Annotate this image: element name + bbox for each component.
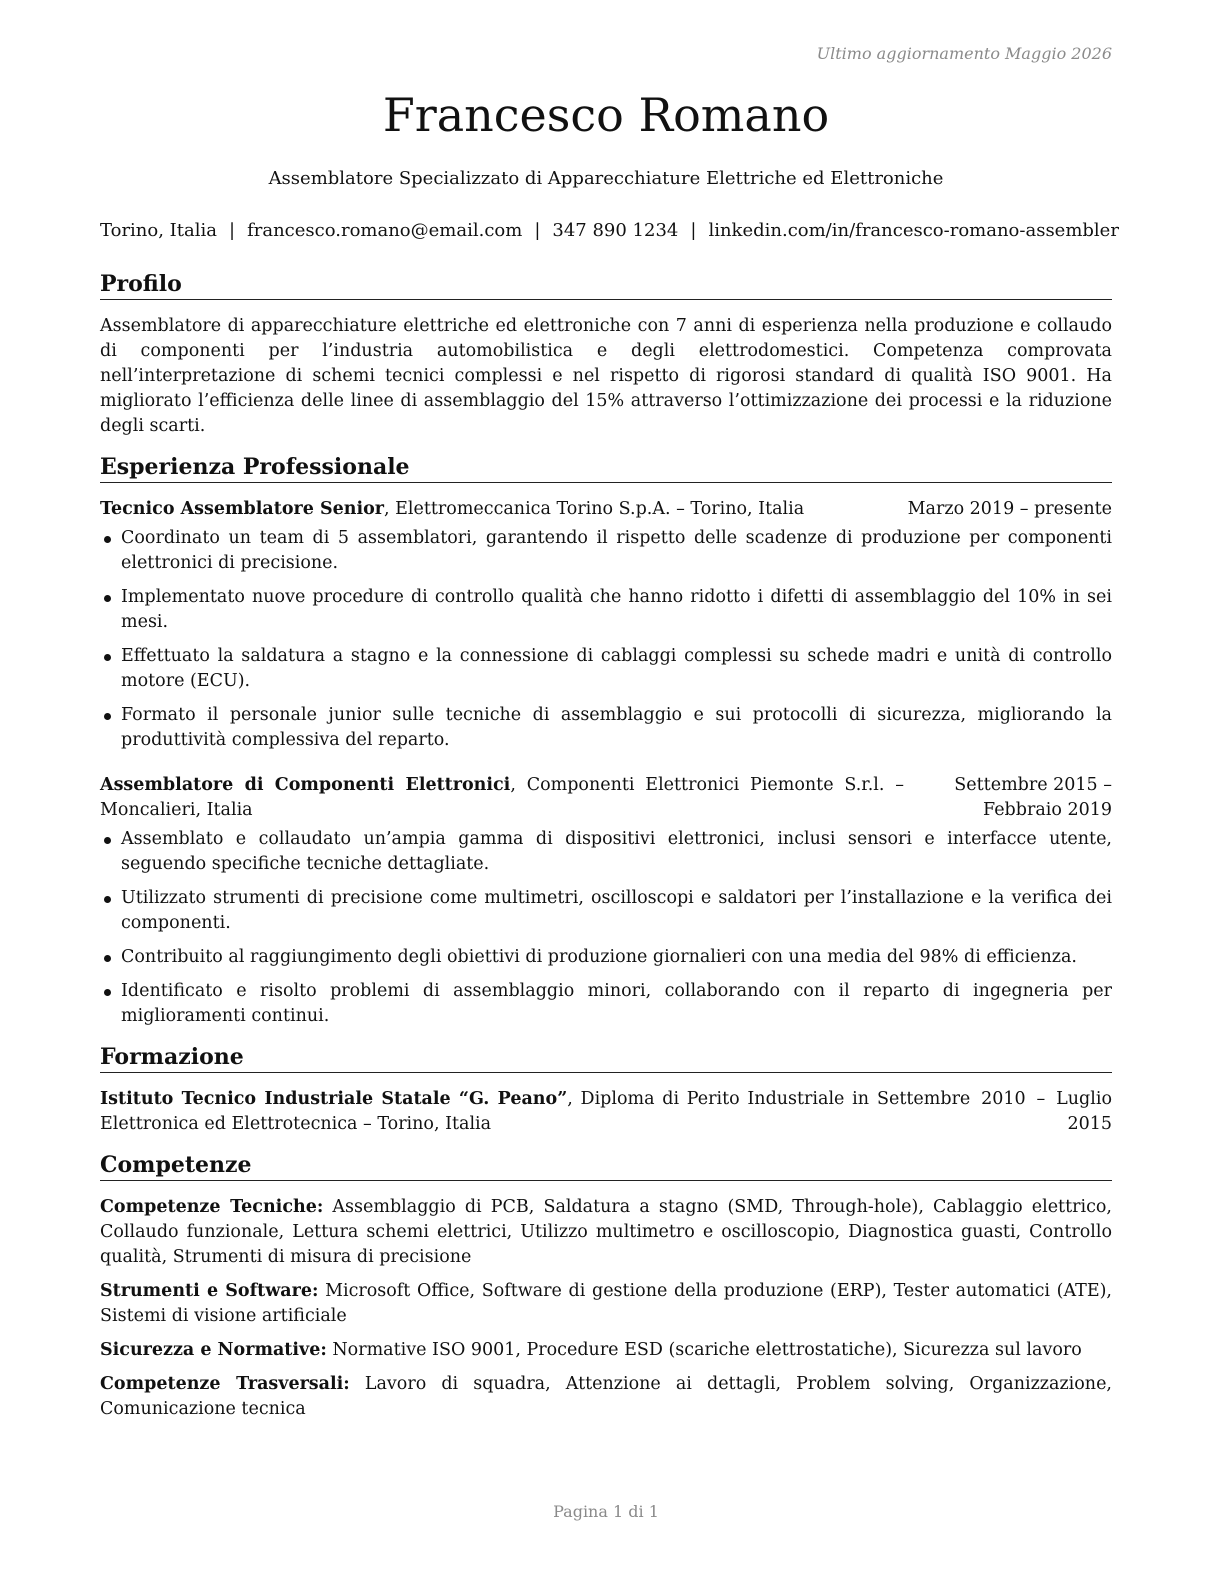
job-bullet: Contribuito al raggiungimento degli obiettivi di produzione giornalieri con una media del 98% di efficienza. (100, 945, 1112, 970)
job-header (100, 497, 1112, 522)
job-entry (100, 497, 1112, 753)
job-company: , Elettromeccanica Torino S.p.A. – Torino, Italia (384, 499, 805, 519)
education-dates: Settembre 2010 – Luglio 2015 (877, 1089, 1112, 1134)
job-dates: Marzo 2019 – presente (907, 499, 1112, 519)
contact-separator: | (690, 220, 697, 241)
job-bullet: Formato il personale junior sulle tecniche di assemblaggio e sui protocolli di sicurezza, migliorando la produttività complessiva del reparto. (100, 703, 1112, 753)
skill-row (100, 1372, 1112, 1422)
job-role: Assemblatore di Componenti Elettronici (100, 775, 511, 795)
skill-text: Assemblaggio di PCB, Saldatura a stagno (SMD, Through-hole), Cablaggio elettrico, Collaudo funzionale, Lettura schemi elettrici, Utilizzo multimetro e oscilloscopio, Diagnostica guasti, Controllo qualità, Strumenti di misura di precisione (100, 1197, 1112, 1267)
skill-text: Normative ISO 9001, Procedure ESD (scariche elettrostatiche), Sicurezza sul lavoro (326, 1340, 1082, 1360)
job-bullet: Identificato e risolto problemi di assemblaggio minori, collaborando con il reparto di ingegneria per miglioramenti continui. (100, 979, 1112, 1029)
contact-location: Torino, Italia (100, 220, 217, 241)
job-role: Tecnico Assemblatore Senior (100, 499, 384, 519)
skill-label: Competenze Tecniche: (100, 1197, 324, 1217)
profile-section (100, 270, 1112, 439)
job-bullet: Utilizzato strumenti di precisione come multimetri, oscilloscopi e saldatori per l’installazione e la verifica dei componenti. (100, 886, 1112, 936)
contact-linkedin[interactable]: linkedin.com/in/francesco-romano-assembler (708, 220, 1119, 241)
contact-phone[interactable]: 347 890 1234 (552, 220, 679, 241)
section-title-skills: Competenze (100, 1151, 1112, 1181)
skill-label: Strumenti e Software: (100, 1281, 319, 1301)
headline: Assemblatore Specializzato di Apparecchiature Elettriche ed Elettroniche (268, 168, 944, 189)
job-bullet: Implementato nuove procedure di controllo qualità che hanno ridotto i difetti di assemblaggio del 10% in sei mesi. (100, 585, 1112, 635)
job-entry (100, 773, 1112, 1029)
contact-email[interactable]: francesco.romano@email.com (247, 220, 523, 241)
job-dates: Settembre 2015 – Febbraio 2019 (954, 775, 1112, 820)
job-header (100, 773, 1112, 823)
education-entry (100, 1087, 1112, 1137)
skill-row (100, 1279, 1112, 1329)
contact-separator: | (229, 220, 236, 241)
skill-label: Competenze Trasversali: (100, 1374, 350, 1394)
section-title-experience: Esperienza Professionale (100, 453, 1112, 483)
skill-text: Microsoft Office, Software di gestione della produzione (ERP), Tester automatici (ATE), Sistemi di visione artificiale (100, 1281, 1112, 1326)
skill-row (100, 1338, 1112, 1363)
experience-section (100, 453, 1112, 1029)
candidate-name: Francesco Romano (382, 88, 830, 142)
contact-separator: | (534, 220, 541, 241)
job-bullet: Coordinato un team di 5 assemblatori, garantendo il rispetto delle scadenze di produzione per componenti elettronici di precisione. (100, 526, 1112, 576)
resume-content (100, 270, 1112, 1436)
education-detail: , Diploma di Perito Industriale in Elettronica ed Elettrotecnica – Torino, Italia (100, 1089, 869, 1134)
job-bullet: Effettuato la saldatura a stagno e la connessione di cablaggi complessi su schede madri e unità di controllo motore (ECU). (100, 644, 1112, 694)
contact-line (100, 220, 1119, 241)
last-updated: Ultimo aggiornamento Maggio 2026 (816, 44, 1112, 63)
skills-section (100, 1151, 1112, 1422)
job-company: , Componenti Elettronici Piemonte S.r.l. – Moncalieri, Italia (100, 775, 905, 820)
section-title-profile: Profilo (100, 270, 1112, 300)
job-bullets (100, 526, 1112, 753)
profile-text: Assemblatore di apparecchiature elettriche ed elettroniche con 7 anni di esperienza nella produzione e collaudo di componenti per l’industria automobilistica e degli elettrodomestici. Competenza comprovata nell’interpretazione di schemi tecnici complessi e nel rispetto di rigorosi standard di qualità ISO 9001. Ha migliorato l’efficienza delle linee di assemblaggio del 15% attraverso l’ottimizzazione dei processi e la riduzione degli scarti. (100, 316, 1112, 436)
education-school: Istituto Tecnico Industriale Statale “G. Peano” (100, 1089, 568, 1109)
section-title-education: Formazione (100, 1043, 1112, 1073)
skill-row (100, 1195, 1112, 1270)
skill-label: Sicurezza e Normative: (100, 1340, 327, 1360)
skill-text: Lavoro di squadra, Attenzione ai dettagli, Problem solving, Organizzazione, Comunicazione tecnica (100, 1374, 1112, 1419)
job-bullet: Assemblato e collaudato un’ampia gamma di dispositivi elettronici, inclusi sensori e interfacce utente, seguendo specifiche tecniche dettagliate. (100, 827, 1112, 877)
page-number: Pagina 1 di 1 (553, 1502, 659, 1521)
education-header (100, 1087, 1112, 1137)
job-bullets (100, 827, 1112, 1029)
education-section (100, 1043, 1112, 1137)
